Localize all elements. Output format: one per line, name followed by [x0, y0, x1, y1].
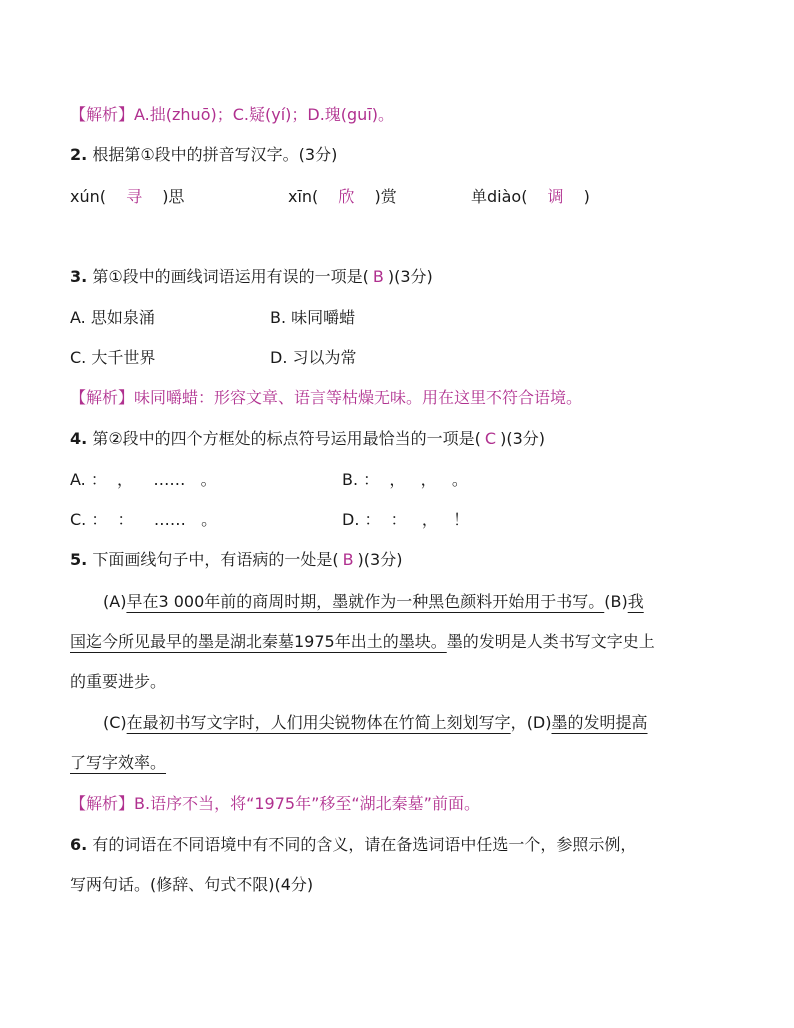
option-a: A. 思如泉涌	[70, 308, 155, 327]
question-tail: )(3分)	[387, 267, 433, 286]
analysis-text: 味同嚼蜡：形容文章、语言等枯燥无味。用在这里不符合语境。	[134, 388, 583, 407]
question-6-stem-line-2: 写两句话。(修辞、句式不限)(4分)	[70, 875, 314, 894]
passage-line-1	[103, 591, 644, 613]
underlined-sentence-a: 早在3 000年前的商周时期，墨就作为一种黑色颜料开始用于书写。	[126, 592, 605, 611]
question-3-stem	[70, 266, 433, 288]
analysis-label: 【解析】	[70, 794, 135, 813]
analysis-text: B.语序不当，将“1975年”移至“湖北秦墓”前面。	[134, 794, 480, 813]
question-number: 3.	[70, 267, 88, 286]
answer-text: B	[342, 550, 354, 569]
marker-d: (D)	[526, 713, 552, 732]
question-text: 第①段中的画线词语运用有误的一项是(	[92, 267, 369, 286]
question-5-stem	[70, 549, 402, 571]
option-a: A. ： ， …… 。	[70, 470, 217, 489]
underlined-sentence-d: 了写字效率。	[70, 753, 167, 772]
answer-text: 欣	[338, 187, 355, 206]
analysis-line-3	[70, 387, 582, 409]
q2-blank-a	[70, 186, 184, 208]
question-text: 下面画线句子中，有语病的一处是(	[92, 550, 339, 569]
question-text: 第②段中的四个方框处的标点符号运用最恰当的一项是(	[92, 429, 481, 448]
analysis-text: A.拙(zhuō)；C.疑(yí)；D.瑰(guī)。	[134, 105, 395, 124]
passage-line-3: 的重要进步。	[70, 672, 167, 691]
q2-blank-c	[471, 186, 590, 208]
analysis-line-1	[70, 104, 394, 126]
option-d: D. 习以为常	[270, 348, 357, 367]
analysis-label: 【解析】	[70, 105, 135, 124]
question-tail: )(3分)	[500, 429, 545, 448]
answer-text: 调	[547, 187, 564, 206]
option-b: B. ： ， ， 。	[342, 470, 468, 489]
passage-line-5	[70, 752, 166, 774]
suffix-text: )	[583, 187, 590, 206]
answer-text: C	[484, 429, 497, 448]
question-text: 根据第①段中的拼音写汉字。(3分)	[92, 145, 338, 164]
suffix-text: )思	[162, 187, 185, 206]
option-c: C. ： ： …… 。	[70, 510, 218, 529]
comma: ，	[510, 713, 527, 732]
question-text: 有的词语在不同语境中有不同的含义，请在备选词语中任选一个，参照示例，	[92, 835, 637, 854]
pinyin: 单diào(	[471, 187, 528, 206]
pinyin: xīn(	[288, 187, 319, 206]
underlined-sentence-d-start: 墨的发明提高	[551, 713, 648, 732]
q2-blank-b	[288, 186, 397, 208]
pinyin: xún(	[70, 187, 106, 206]
passage-line-2	[70, 631, 655, 653]
underlined-sentence-b-start: 我	[627, 592, 644, 611]
option-c: C. 大千世界	[70, 348, 156, 367]
answer-text: 寻	[126, 187, 143, 206]
question-6-stem	[70, 834, 636, 856]
question-number: 2.	[70, 145, 88, 164]
option-d: D. ： ： ， ！	[342, 510, 470, 529]
passage-text: 墨的发明是人类书写文字史上	[446, 632, 655, 651]
underlined-sentence-b: 国迄今所见最早的墨是湖北秦墓1975年出土的墨块。	[70, 632, 447, 651]
question-2-stem	[70, 144, 337, 166]
option-b: B. 味同嚼蜡	[270, 308, 356, 327]
question-number: 5.	[70, 550, 88, 569]
analysis-label: 【解析】	[70, 388, 135, 407]
question-number: 4.	[70, 429, 88, 448]
answer-text: B	[372, 267, 384, 286]
underlined-sentence-c: 在最初书写文字时，人们用尖锐物体在竹简上刻划写字	[126, 713, 511, 732]
question-4-stem	[70, 428, 545, 450]
marker-a: (A)	[103, 592, 127, 611]
question-number: 6.	[70, 835, 88, 854]
marker-b: (B)	[604, 592, 628, 611]
passage-line-4	[103, 712, 648, 734]
analysis-line-5	[70, 793, 480, 815]
suffix-text: )赏	[374, 187, 397, 206]
question-tail: )(3分)	[357, 550, 403, 569]
marker-c: (C)	[103, 713, 127, 732]
